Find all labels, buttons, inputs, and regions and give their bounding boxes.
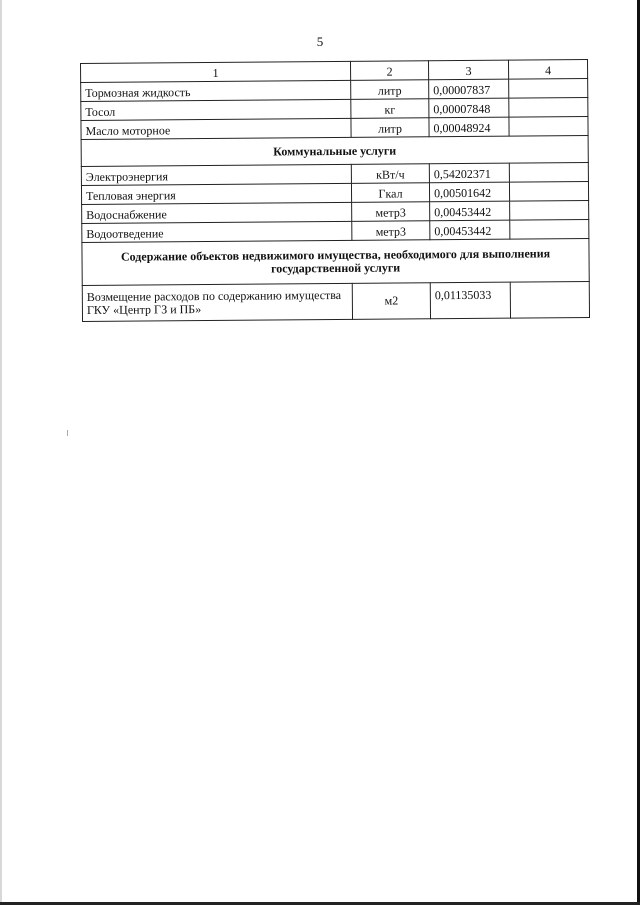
row-name: Тепловая энергия [81,183,351,204]
row-name: Масло моторное [81,118,351,139]
row-col4 [509,163,588,183]
row-value: 0,00007848 [429,98,509,118]
row-unit: кВт/ч [351,164,429,184]
section-heading: Коммунальные услуги [81,136,588,167]
row-unit: кг [351,99,429,119]
row-unit: метр3 [352,202,430,222]
page-number: 5 [316,34,324,49]
row-unit: литр [351,80,429,100]
row-col4 [510,220,589,240]
row-name: Тормозная жидкость [81,80,351,101]
row-value: 0,00501642 [429,182,509,202]
row-value: 0,54202371 [429,163,509,183]
row-name: Электроэнергия [81,164,351,185]
row-value: 0,00453442 [430,201,510,221]
row-name: Тосол [81,99,351,120]
section-heading-row [82,239,589,286]
resource-table [80,59,590,322]
header-col-1: 1 [81,61,351,82]
header-col-4: 4 [508,60,587,80]
row-value: 0,01135033 [430,282,510,319]
row-col4 [509,182,588,202]
row-name: Водоотведение [82,221,352,242]
header-col-3: 3 [428,60,508,80]
row-value: 0,00007837 [429,79,509,99]
section-heading-row [81,136,588,167]
row-unit: Гкал [351,183,429,203]
row-name: Возмещение расходов по содержанию имущества ГКУ «Центр ГЗ и ПБ» [82,283,352,321]
row-col4 [509,98,588,118]
header-col-2: 2 [350,61,428,81]
row-col4 [510,201,589,221]
row-col4 [509,117,588,137]
table-row [82,282,589,322]
row-unit: м2 [352,283,430,320]
row-col4 [509,79,588,99]
scan-speck [67,430,68,436]
section-heading: Содержание объектов недвижимого имущества, необходимого для выполнения государственной услуги [82,239,589,286]
row-value: 0,00453442 [430,220,510,240]
row-unit: метр3 [352,221,430,241]
row-value: 0,00048924 [429,117,509,137]
scan-edge-left [0,0,2,905]
row-unit: литр [351,118,429,138]
row-col4 [510,282,589,319]
row-name: Водоснабжение [82,202,352,223]
